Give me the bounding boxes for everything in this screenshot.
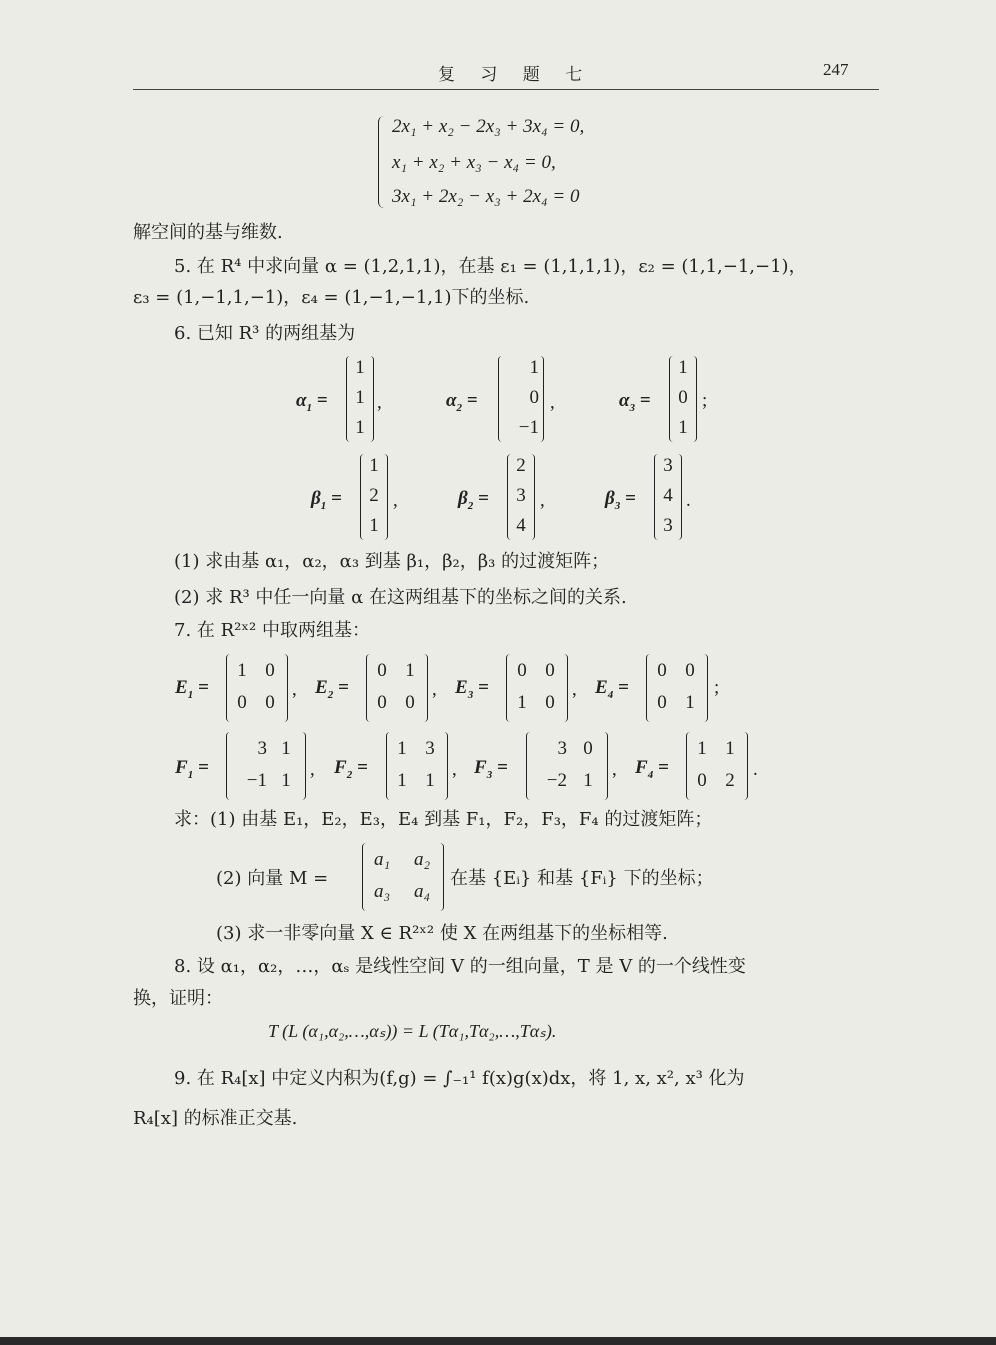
E1-label: $E_1$ =: [175, 677, 209, 701]
E1-matrix: 1 0 0 0: [226, 654, 288, 722]
F4-matrix: 1 1 0 2: [686, 732, 748, 800]
beta-1-vector: 1 2 1: [360, 454, 388, 540]
alpha-3-vector: 1 0 1: [669, 356, 697, 442]
problem-8-formula: T (L (α₁,α₂,…,αₛ)) = L (Tα₁,Tα₂,…,Tαₛ).: [268, 1021, 557, 1041]
problem-5-line-1: 5. 在 R⁴ 中求向量 α = (1,2,1,1)，在基 ε₁ = (1,1,1,1)，ε₂ = (1,1,−1,−1)，: [174, 256, 807, 277]
problem-8-line-2: 换，证明：: [133, 988, 223, 1009]
problem-6-question-2: (2) 求 R³ 中任一向量 α 在这两组基下的坐标之间的关系.: [174, 587, 627, 608]
textbook-page: 复 习 题 七 247 2x₁ + x₂ − 2x₃ + 3x₄ = 0, x₁ + x₂ + x₃ − x₄ = 0, 3x₁ + 2x₂ − x₃ + 2x₄ = 0 解空间的基与维数. 5. 在 R⁴ 中求向量 α = (1,2,1,1)，在基 ε₁ = (1,1,1,1)，ε₂ = (1,1,−1,−1)， ε₃ = (1,−1,1,−1)，ε₄ = (1,−1,−1,1)下的坐标. 6. 已知 R³ 的两组基为 $\alpha_1$ = 1 1 1 , $\alpha_2$ = 1 0 −1 , $\alpha_3$ = 1 0 1 ; $\beta_1$ = 1 2 1 , $\beta_2$ = 2 3 4 , $\beta_3$ = 3 4 3 . (1) 求由基 α₁，α₂，α₃ 到基 β₁，β₂，β₃ 的过渡矩阵； (2) 求 R³ 中任一向量 α 在这两组基下的坐标之间的关系. 7. 在 R²ˣ² 中取两组基： $E_1$ = 1 0 0 0 , $E_2$ = 0 1 0 0 , $E_3$ = 0 0 1 0 , $E_4$ = 0 0 0 1 ; $F_1$ = 3 1 −1 1 , $F_2$ = 1 3 1 1 , $F_3$ = 3 0 −2 1 , $F_4$ = 1 1 0 2 . 求：(1) 由基 E₁，E₂，E₃，E₄ 到基 F₁，F₂，F₃，F₄ 的过渡矩阵； (2) 向量 M = a₁ a₂ a₃ a₄ 在基 {Eᵢ} 和基 {Fᵢ} 下的坐标； (3) 求一非零向量 X ∈ R²ˣ² 使 X 在两组基下的坐标相等. 8. 设 α₁，α₂，…，αₛ 是线性空间 V 的一组向量，T 是 V 的一个线性变 换，证明： T (L (α₁,α₂,…,αₛ)) = L (Tα₁,Tα₂,…,Tαₛ). 9. 在 R₄[x] 中定义内积为(f,g) = ∫₋₁¹ f(x)g(x)dx，将 1, x, x², x³ 化为 R₄[x] 的标准正交基.: [0, 0, 996, 1345]
header-rule: [133, 89, 879, 90]
page-number: 247: [823, 60, 849, 79]
alpha-2-vector: 1 0 −1: [498, 356, 544, 442]
problem-6-intro: 6. 已知 R³ 的两组基为: [174, 323, 356, 344]
beta-3-vector: 3 4 3: [654, 454, 682, 540]
F2-label: $F_2$ =: [334, 757, 368, 781]
E4-label: $E_4$ =: [595, 677, 629, 701]
equation-2: x₁ + x₂ + x₃ − x₄ = 0,: [392, 152, 556, 173]
beta-3-label: $\beta_3$ =: [605, 488, 636, 512]
problem-6-question-1: (1) 求由基 α₁，α₂，α₃ 到基 β₁，β₂，β₃ 的过渡矩阵；: [174, 551, 610, 572]
alpha-2-label: $\alpha_2$ =: [446, 390, 478, 414]
F1-label: $F_1$ =: [175, 757, 209, 781]
alpha-1-label: $\alpha_1$ =: [296, 390, 328, 414]
E4-matrix: 0 0 0 1: [646, 654, 708, 722]
F2-matrix: 1 3 1 1: [386, 732, 448, 800]
E3-matrix: 0 0 1 0: [506, 654, 568, 722]
F4-label: $F_4$ =: [635, 757, 669, 781]
equation-1: 2x₁ + x₂ − 2x₃ + 3x₄ = 0,: [392, 116, 585, 137]
system-brace: [378, 116, 387, 208]
problem-4-tail: 解空间的基与维数.: [133, 222, 283, 243]
F1-matrix: 3 1 −1 1: [226, 732, 306, 800]
equation-3: 3x₁ + 2x₂ − x₃ + 2x₄ = 0: [392, 186, 580, 207]
alpha-1-vector: 1 1 1: [346, 356, 374, 442]
problem-7-question-1: 求：(1) 由基 E₁，E₂，E₃，E₄ 到基 F₁，F₂，F₃，F₄ 的过渡矩阵；: [174, 809, 713, 830]
F3-matrix: 3 0 −2 1: [526, 732, 608, 800]
problem-8-line-1: 8. 设 α₁，α₂，…，αₛ 是线性空间 V 的一组向量，T 是 V 的一个线性变: [174, 956, 746, 977]
E2-label: $E_2$ =: [315, 677, 349, 701]
E3-label: $E_3$ =: [455, 677, 489, 701]
M-matrix: a₁ a₂ a₃ a₄: [362, 843, 444, 911]
alpha-3-label: $\alpha_3$ =: [619, 390, 651, 414]
beta-1-label: $\beta_1$ =: [311, 488, 342, 512]
problem-7-question-3: (3) 求一非零向量 X ∈ R²ˣ² 使 X 在两组基下的坐标相等.: [216, 923, 668, 944]
E2-matrix: 0 1 0 0: [366, 654, 428, 722]
problem-7-intro: 7. 在 R²ˣ² 中取两组基：: [174, 620, 370, 641]
beta-2-vector: 2 3 4: [507, 454, 535, 540]
scan-bottom-edge: [0, 1337, 996, 1345]
problem-7-question-2-suffix: 在基 {Eᵢ} 和基 {Fᵢ} 下的坐标；: [450, 868, 714, 889]
beta-2-label: $\beta_2$ =: [458, 488, 489, 512]
problem-9-line-2: R₄[x] 的标准正交基.: [133, 1108, 298, 1129]
problem-5-line-2: ε₃ = (1,−1,1,−1)，ε₄ = (1,−1,−1,1)下的坐标.: [133, 287, 530, 308]
problem-7-question-2-prefix: (2) 向量 M =: [216, 868, 329, 889]
problem-9-line-1: 9. 在 R₄[x] 中定义内积为(f,g) = ∫₋₁¹ f(x)g(x)dx，将 1, x, x², x³ 化为: [174, 1068, 745, 1089]
running-header: 复 习 题 七: [438, 65, 593, 85]
F3-label: $F_3$ =: [474, 757, 508, 781]
